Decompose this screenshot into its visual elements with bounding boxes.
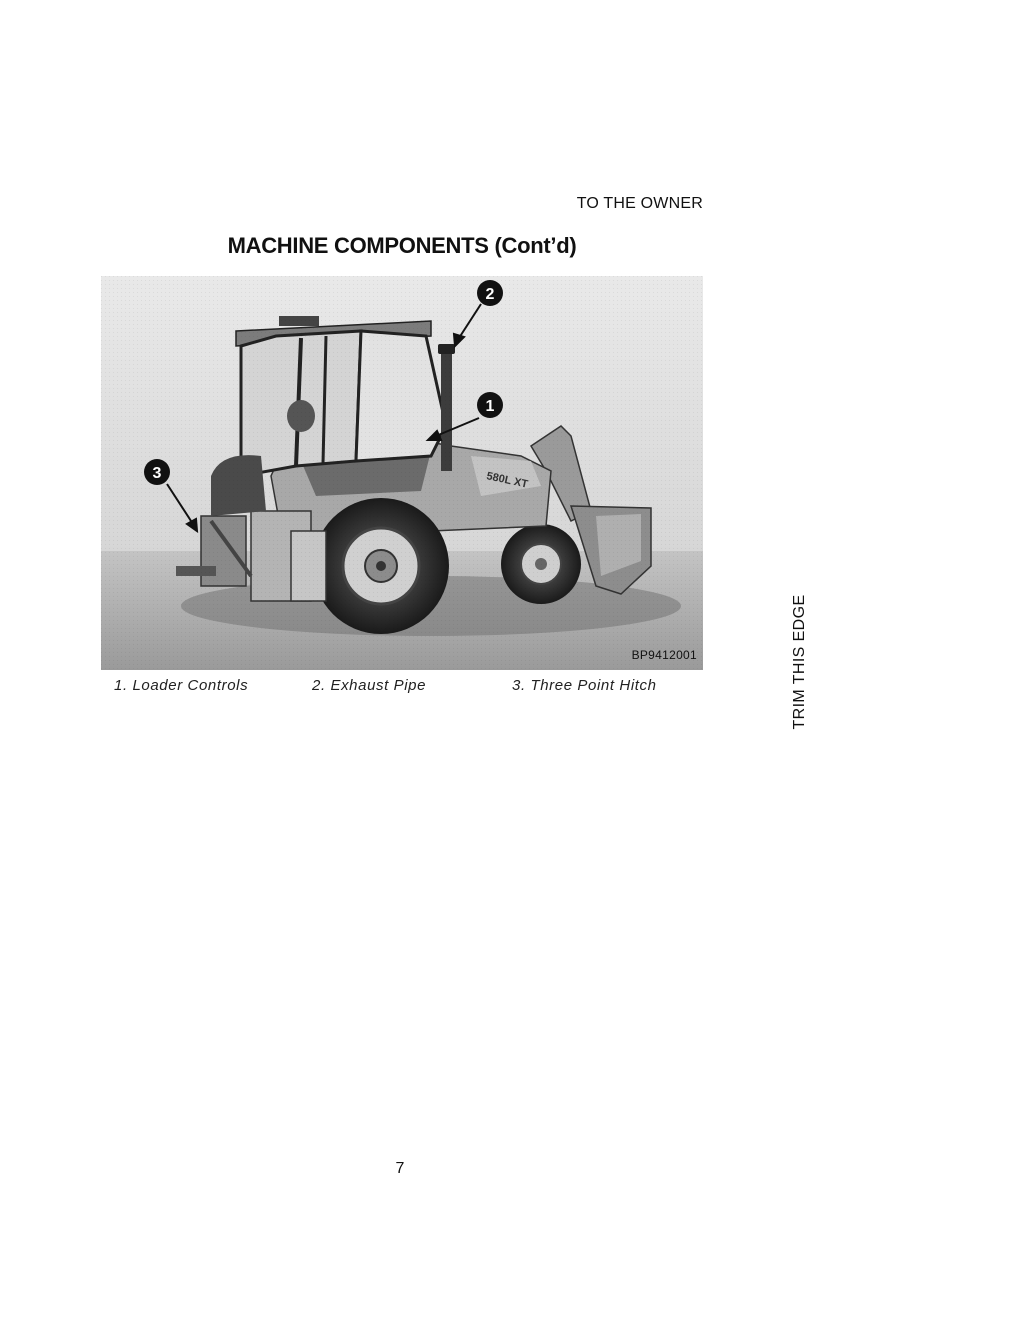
caption-exhaust-pipe: 2. Exhaust Pipe bbox=[312, 677, 427, 694]
figure-code: BP9412001 bbox=[631, 648, 697, 662]
machine-photo bbox=[101, 276, 703, 670]
caption-loader-controls: 1. Loader Controls bbox=[114, 677, 249, 694]
page-title: MACHINE COMPONENTS (Cont’d) bbox=[227, 233, 577, 258]
trim-edge-note: TRIM THIS EDGE bbox=[791, 594, 808, 730]
section-header: TO THE OWNER bbox=[576, 195, 703, 212]
page-number: 7 bbox=[395, 1160, 405, 1177]
caption-three-point-hitch: 3. Three Point Hitch bbox=[512, 677, 657, 694]
